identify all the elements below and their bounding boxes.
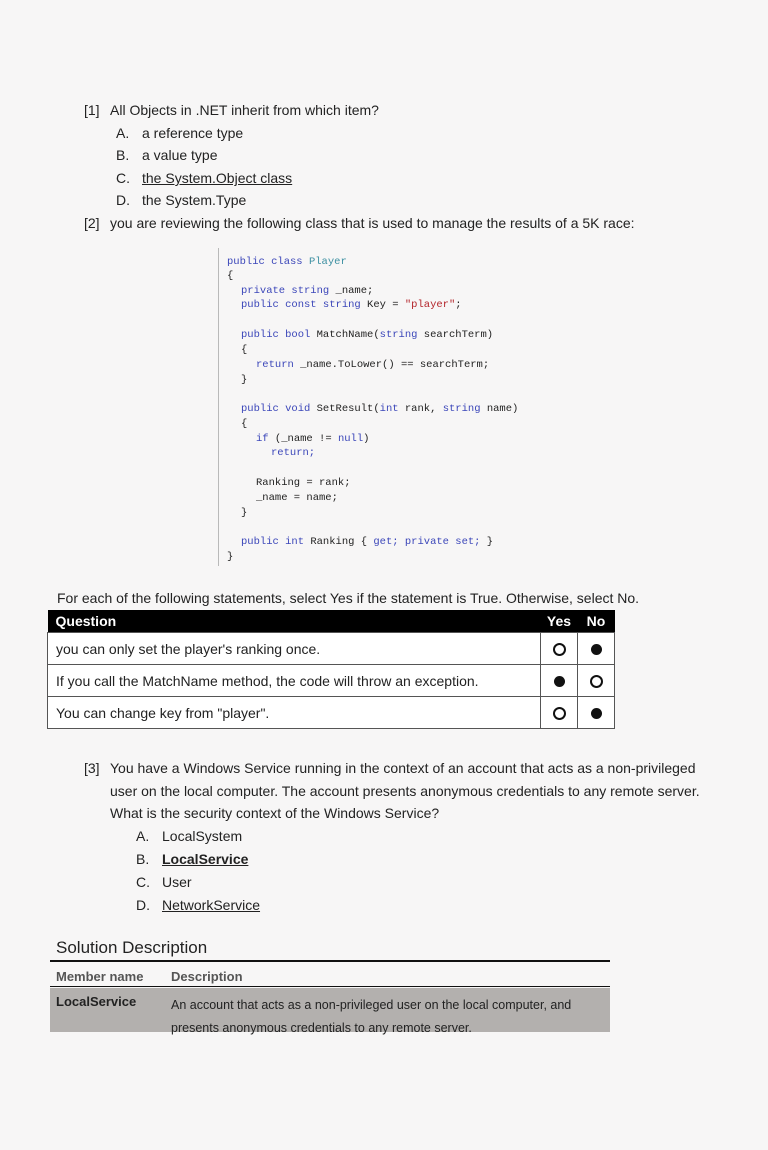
table-row	[48, 665, 615, 697]
radio-no-selected-icon[interactable]	[591, 708, 602, 719]
code-line: public const string Key = "player";	[241, 299, 462, 311]
yes-cell[interactable]	[541, 697, 578, 729]
code-line: public int Ranking { get; private set; }	[241, 536, 494, 548]
code-line: private string _name;	[241, 285, 374, 297]
option-text: LocalSystem	[162, 828, 243, 844]
code-line: Ranking = rank;	[256, 477, 351, 489]
radio-yes-unselected-icon[interactable]	[553, 707, 566, 720]
option-text: User	[162, 874, 192, 890]
code-line: return _name.ToLower() == searchTerm;	[256, 359, 490, 371]
q3-option-b[interactable]	[136, 851, 248, 867]
col-member-name: Member name	[56, 969, 144, 984]
q1-option-b[interactable]	[116, 147, 218, 163]
statement-text: You can change key from "player".	[48, 697, 541, 729]
option-letter: A.	[116, 125, 130, 141]
q3-option-c[interactable]	[136, 874, 192, 890]
question-text-line-3: What is the security context of the Windows Service?	[110, 805, 440, 821]
question-text-line-1: You have a Windows Service running in the context of an account that acts as a non-privileged	[110, 760, 696, 776]
table-header	[48, 610, 615, 633]
option-text: NetworkService	[162, 897, 261, 913]
member-description: An account that acts as a non-privileged user on the local computer, and presents anonymous credentials to any remote server.	[171, 998, 572, 1035]
option-letter: C.	[136, 874, 150, 890]
question-1	[84, 102, 379, 118]
col-question: Question	[48, 610, 541, 633]
question-text-line-2: user on the local computer. The account presents anonymous credentials to any remote server.	[110, 783, 700, 799]
q3-option-d[interactable]	[136, 897, 260, 913]
radio-yes-selected-icon[interactable]	[554, 676, 565, 687]
col-description: Description	[171, 969, 243, 984]
q1-option-d[interactable]	[116, 192, 246, 208]
col-yes: Yes	[541, 610, 578, 633]
question-3	[84, 760, 696, 776]
table-row	[48, 697, 615, 729]
option-text: a value type	[142, 147, 218, 163]
question-text: you are reviewing the following class that is used to manage the results of a 5K race:	[110, 215, 635, 231]
no-cell[interactable]	[578, 665, 615, 697]
q1-option-c[interactable]	[116, 170, 292, 186]
code-line: public bool MatchName(string searchTerm)	[241, 329, 494, 341]
divider	[50, 986, 610, 987]
radio-no-selected-icon[interactable]	[591, 644, 602, 655]
option-letter: D.	[136, 897, 150, 913]
radio-no-unselected-icon[interactable]	[590, 675, 603, 688]
code-line: return;	[271, 447, 316, 459]
no-cell[interactable]	[578, 697, 615, 729]
col-no: No	[578, 610, 615, 633]
code-line: _name = name;	[256, 492, 338, 504]
option-text-correct: the System.Object class	[142, 170, 293, 186]
statement-instructions: For each of the following statements, select Yes if the statement is True. Otherwise, select No.	[57, 590, 640, 606]
code-line: }	[241, 507, 248, 519]
code-line: }	[227, 551, 234, 563]
member-name: LocalService	[56, 994, 137, 1009]
option-letter: B.	[136, 851, 150, 867]
yes-cell[interactable]	[541, 633, 578, 665]
code-line: {	[227, 270, 234, 282]
question-number: [2]	[84, 215, 100, 231]
q3-option-a[interactable]	[136, 828, 242, 844]
option-text-correct: LocalService	[162, 851, 249, 867]
option-letter: D.	[116, 192, 130, 208]
radio-yes-unselected-icon[interactable]	[553, 643, 566, 656]
q1-option-a[interactable]	[116, 125, 243, 141]
code-line: public class Player	[227, 256, 347, 268]
option-letter: C.	[116, 170, 130, 186]
question-2	[84, 215, 635, 231]
code-line: }	[241, 374, 248, 386]
code-line: public void SetResult(int rank, string name)	[241, 403, 519, 415]
answer-table	[47, 610, 615, 729]
option-letter: B.	[116, 147, 130, 163]
option-text: the System.Type	[142, 192, 247, 208]
yes-cell[interactable]	[541, 665, 578, 697]
solution-title: Solution Description	[56, 938, 208, 957]
code-line: {	[241, 418, 248, 430]
code-line: {	[241, 344, 248, 356]
table-row	[48, 633, 615, 665]
option-letter: A.	[136, 828, 150, 844]
code-block	[218, 248, 579, 566]
divider	[50, 960, 610, 962]
question-text: All Objects in .NET inherit from which item?	[110, 102, 379, 118]
question-number: [1]	[84, 102, 100, 118]
statement-text: you can only set the player's ranking once.	[48, 633, 541, 665]
question-number: [3]	[84, 760, 100, 776]
statement-text: If you call the MatchName method, the code will throw an exception.	[48, 665, 541, 697]
solution-row	[50, 988, 610, 1035]
code-line: if (_name != null)	[256, 433, 370, 445]
option-text: a reference type	[142, 125, 244, 141]
no-cell[interactable]	[578, 633, 615, 665]
